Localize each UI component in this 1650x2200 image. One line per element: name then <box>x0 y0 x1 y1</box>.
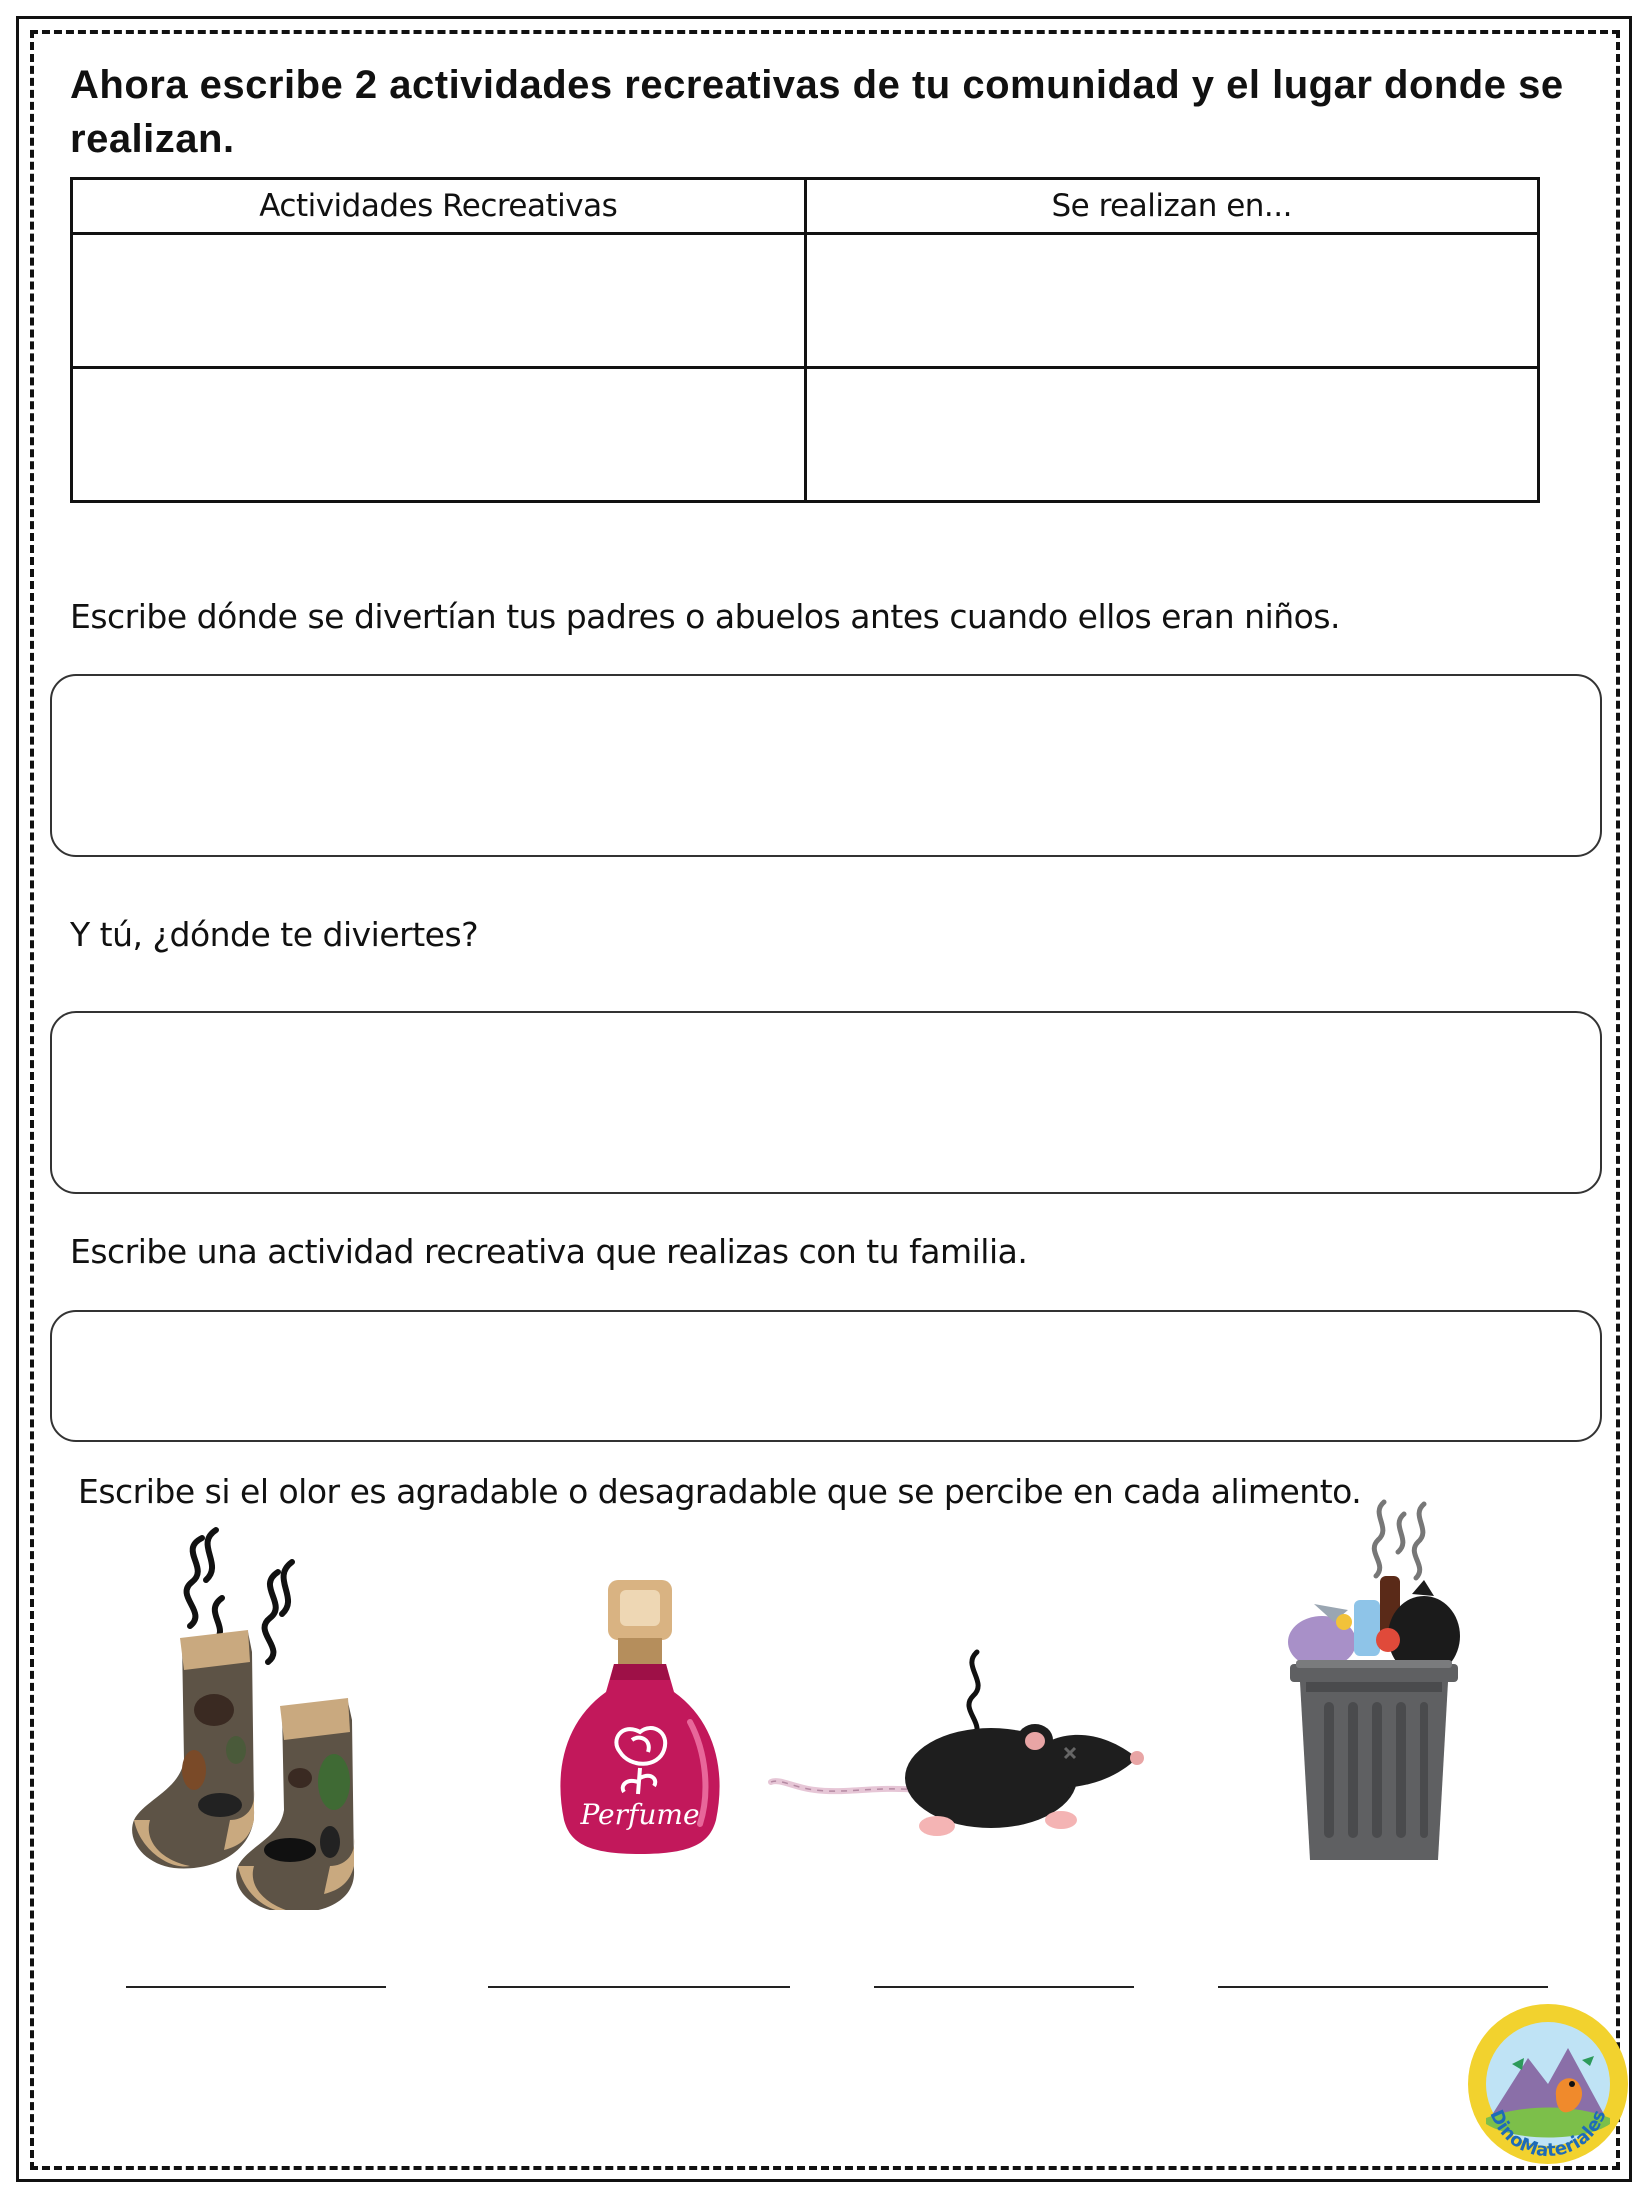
answer-box-family[interactable] <box>50 1310 1602 1442</box>
table-row <box>72 234 1539 368</box>
dead-rat-icon <box>765 1640 1145 1860</box>
logo-text: DinoMateriales <box>1485 2106 1611 2162</box>
answer-box-grandparents[interactable] <box>50 674 1602 857</box>
activity-answer-cell[interactable] <box>72 234 806 368</box>
column-header-place: Se realizan en... <box>805 179 1539 234</box>
trash-can-icon <box>1284 1490 1464 1870</box>
activities-table <box>70 177 1540 503</box>
prompt-smell: Escribe si el olor es agradable o desagradable que se percibe en cada alimento. <box>78 1472 1362 1511</box>
dinosaur-logo-icon <box>1464 2000 1632 2168</box>
prompt-family: Escribe una actividad recreativa que realizas con tu familia. <box>70 1232 1028 1271</box>
answer-line-rat[interactable] <box>874 1986 1134 1988</box>
answer-line-trash[interactable] <box>1218 1986 1548 1988</box>
answer-line-socks[interactable] <box>126 1986 386 1988</box>
perfume-label: Perfume <box>580 1798 700 1831</box>
prompt-grandparents: Escribe dónde se divertían tus padres o abuelos antes cuando ellos eran niños. <box>70 597 1341 636</box>
activity-answer-cell[interactable] <box>72 368 806 502</box>
table-row <box>72 368 1539 502</box>
answer-line-perfume[interactable] <box>488 1986 790 1988</box>
place-answer-cell[interactable] <box>805 234 1539 368</box>
prompt-you: Y tú, ¿dónde te diviertes? <box>70 915 479 954</box>
place-answer-cell[interactable] <box>805 368 1539 502</box>
answer-box-you[interactable] <box>50 1011 1602 1194</box>
perfume-bottle-icon <box>540 1572 740 1862</box>
worksheet-heading: Ahora escribe 2 actividades recreativas de tu comunidad y el lugar donde se realizan. <box>70 63 1564 161</box>
column-header-activities: Actividades Recreativas <box>72 179 806 234</box>
smelly-socks-icon <box>120 1520 380 1910</box>
